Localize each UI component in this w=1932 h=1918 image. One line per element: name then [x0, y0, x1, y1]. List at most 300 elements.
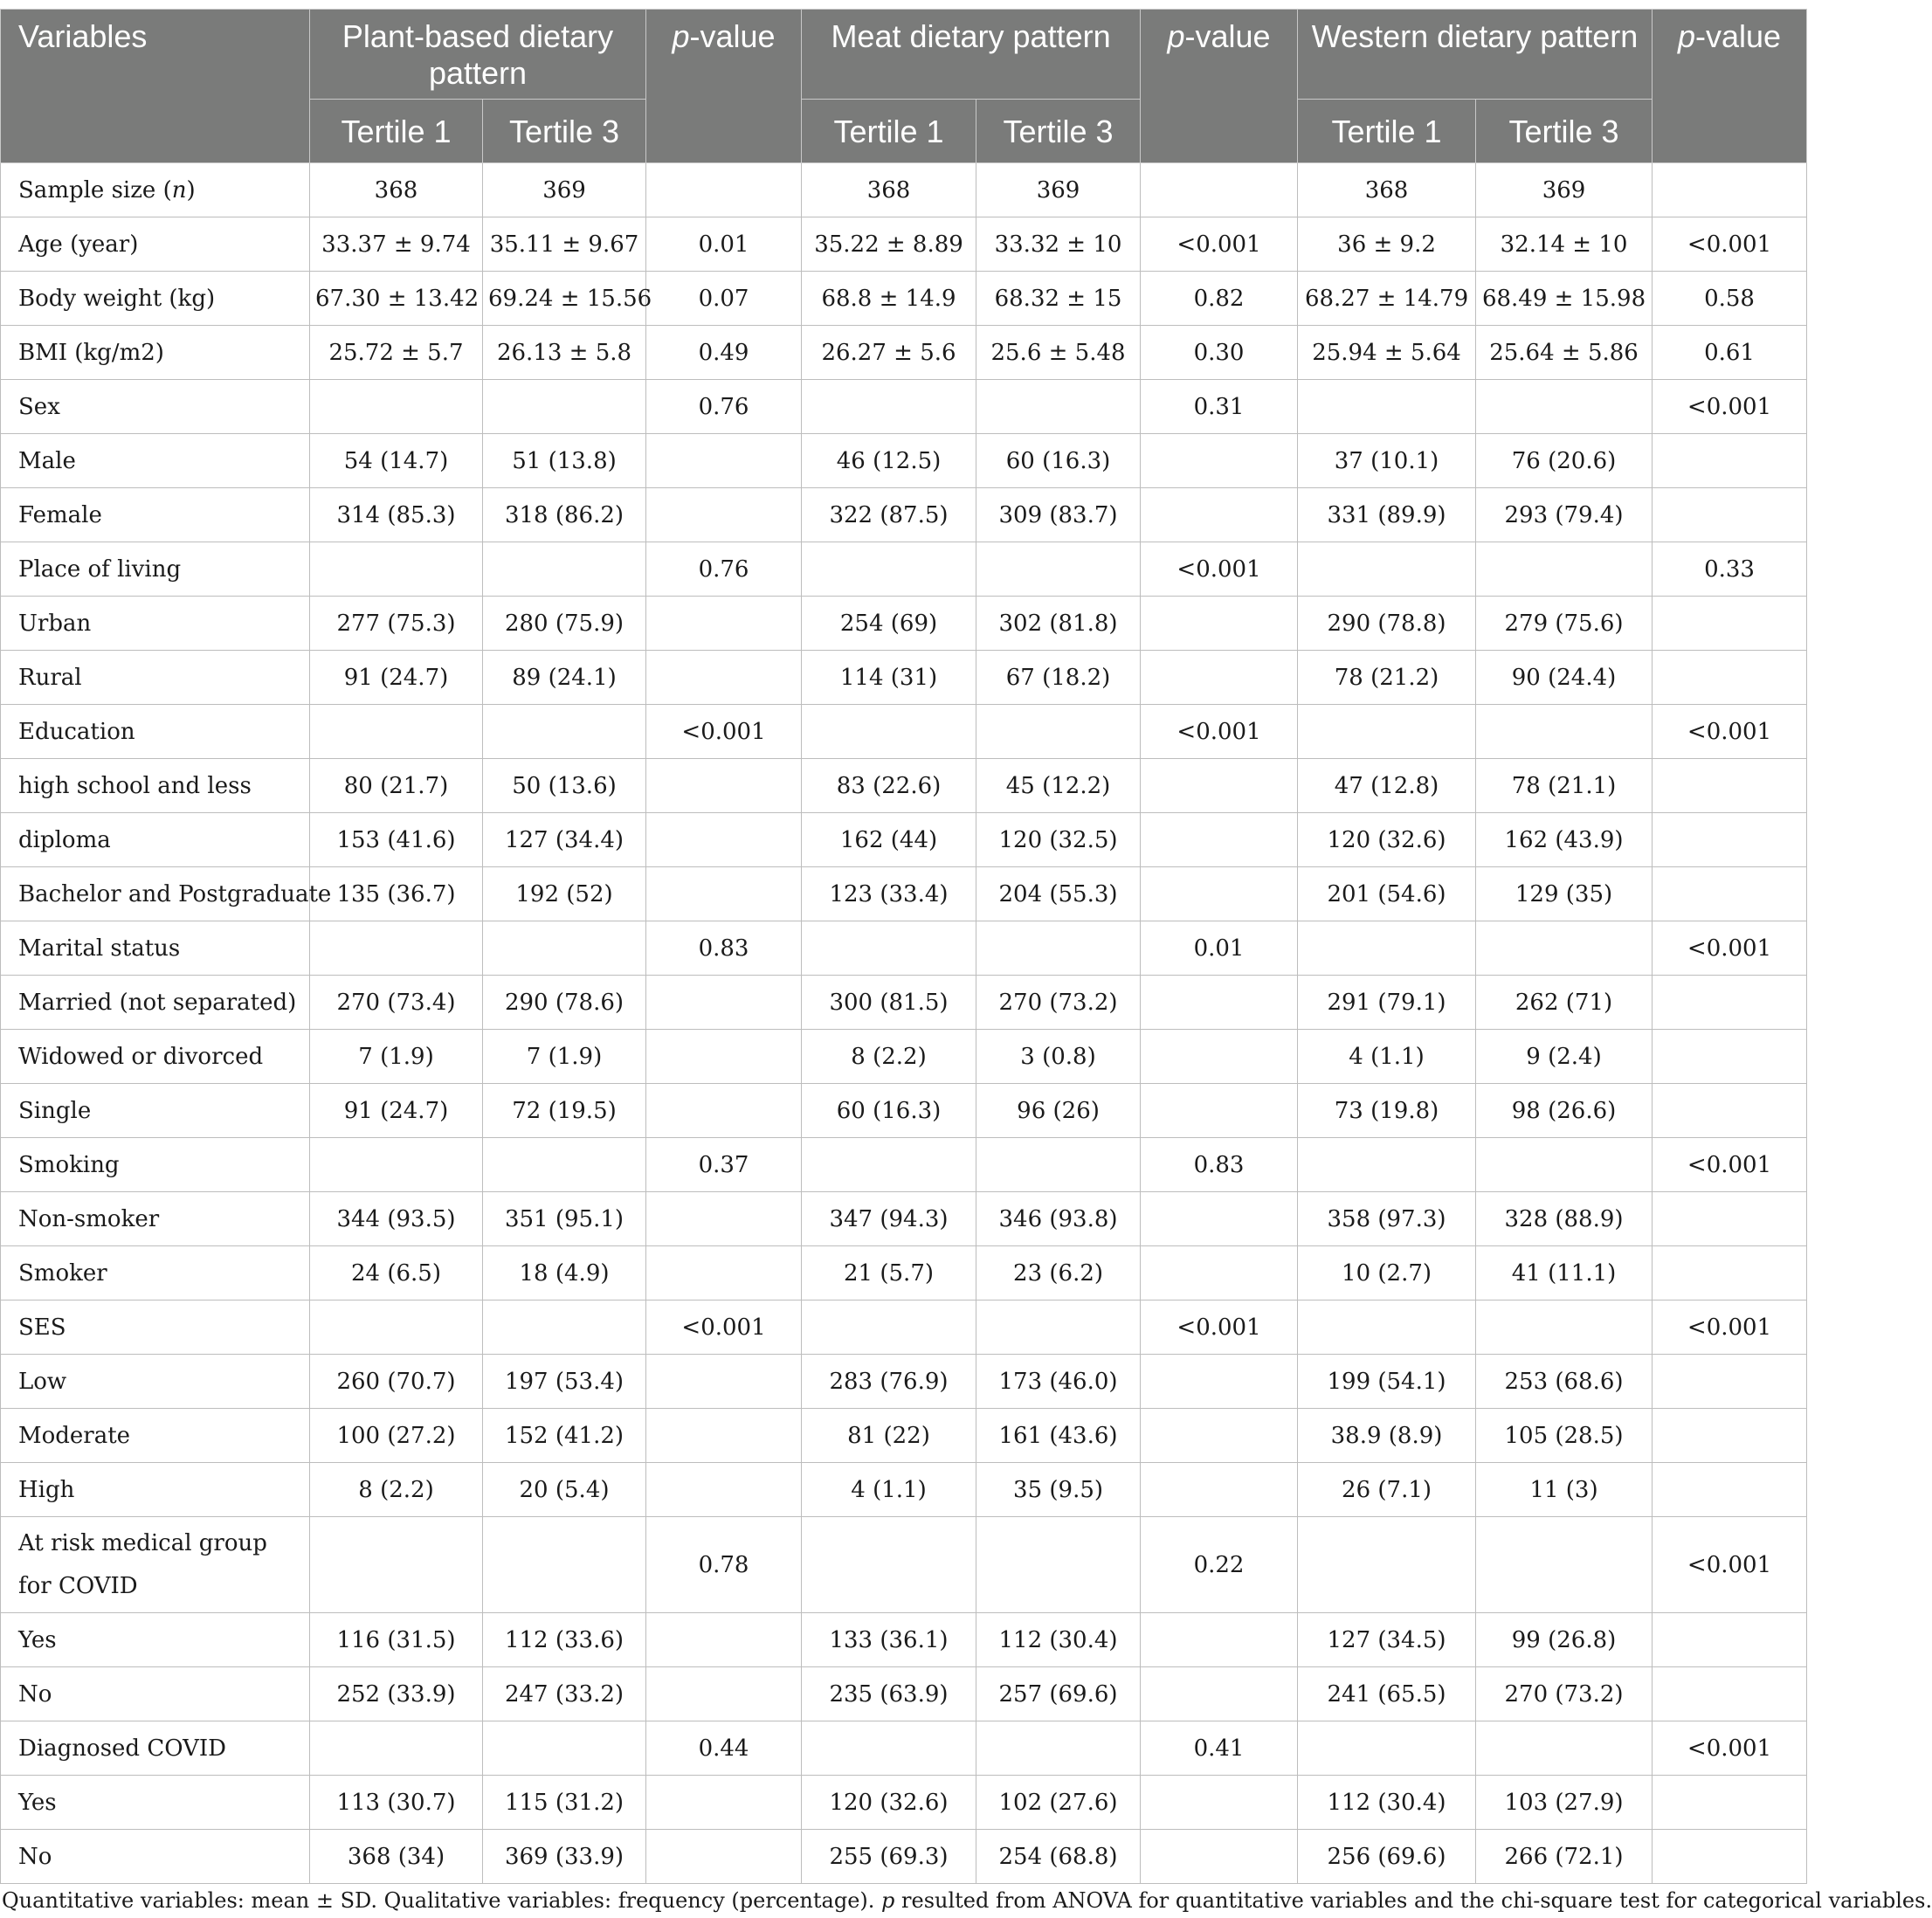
plant-tertile-1-cell [310, 705, 483, 759]
plant-p-value-cell [646, 759, 802, 813]
plant-tertile-3-cell: 280 (75.9) [483, 597, 646, 651]
row-label: Female [1, 488, 310, 542]
meat-p-value-cell [1141, 1192, 1298, 1246]
meat-p-value-cell: 0.01 [1141, 921, 1298, 976]
western-p-value-cell [1653, 976, 1807, 1030]
meat-p-value-cell: 0.30 [1141, 326, 1298, 380]
table-row [1, 1301, 1807, 1355]
meat-tertile-3-cell: 112 (30.4) [976, 1613, 1141, 1667]
row-label: Place of living [1, 542, 310, 597]
plant-p-value-cell: <0.001 [646, 1301, 802, 1355]
meat-tertile-3-cell [976, 705, 1141, 759]
plant-tertile-3-cell: 127 (34.4) [483, 813, 646, 867]
table-row [1, 1192, 1807, 1246]
plant-tertile-1-cell: 116 (31.5) [310, 1613, 483, 1667]
table-row [1, 1355, 1807, 1409]
plant-tertile-3-cell: 112 (33.6) [483, 1613, 646, 1667]
plant-tertile-1-cell: 100 (27.2) [310, 1409, 483, 1463]
plant-p-value-cell [646, 976, 802, 1030]
meat-tertile-3-cell: 3 (0.8) [976, 1030, 1141, 1084]
plant-tertile-1-cell: 91 (24.7) [310, 1084, 483, 1138]
table-row [1, 1830, 1807, 1884]
meat-tertile-1-cell: 162 (44) [802, 813, 976, 867]
plant-p-value-cell [646, 1830, 802, 1884]
meat-tertile-1-cell: 322 (87.5) [802, 488, 976, 542]
western-p-value-cell [1653, 597, 1807, 651]
meat-tertile-3-cell: 270 (73.2) [976, 976, 1141, 1030]
meat-tertile-3-cell: 102 (27.6) [976, 1776, 1141, 1830]
meat-tertile-3-cell: 173 (46.0) [976, 1355, 1141, 1409]
meat-p-value-cell [1141, 1613, 1298, 1667]
western-tertile-3-cell [1476, 1517, 1653, 1613]
western-tertile-1-cell: 36 ± 9.2 [1298, 217, 1476, 272]
western-tertile-3-cell: 328 (88.9) [1476, 1192, 1653, 1246]
western-p-value-cell: <0.001 [1653, 1517, 1807, 1613]
plant-p-value-cell: 0.44 [646, 1721, 802, 1776]
western-p-value-cell: <0.001 [1653, 1721, 1807, 1776]
meat-tertile-1-cell: 83 (22.6) [802, 759, 976, 813]
meat-tertile-1-cell: 255 (69.3) [802, 1830, 976, 1884]
plant-p-value-cell [646, 1463, 802, 1517]
row-label: Smoker [1, 1246, 310, 1301]
plant-p-value-cell [646, 1613, 802, 1667]
meat-p-value-cell [1141, 867, 1298, 921]
meat-tertile-3-cell: 254 (68.8) [976, 1830, 1141, 1884]
plant-p-value-cell [646, 1776, 802, 1830]
plant-tertile-1-cell: 67.30 ± 13.42 [310, 272, 483, 326]
plant-tertile-3-cell: 89 (24.1) [483, 651, 646, 705]
western-p-value-cell: <0.001 [1653, 217, 1807, 272]
table-row [1, 1667, 1807, 1721]
western-tertile-1-cell [1298, 1301, 1476, 1355]
plant-tertile-1-cell: 368 [310, 163, 483, 217]
meat-p-value-cell: <0.001 [1141, 542, 1298, 597]
western-p-value-cell: 0.33 [1653, 542, 1807, 597]
western-tertile-3-cell: 270 (73.2) [1476, 1667, 1653, 1721]
western-tertile-3-cell: 105 (28.5) [1476, 1409, 1653, 1463]
plant-p-value-cell [646, 488, 802, 542]
row-label: Sex [1, 380, 310, 434]
meat-tertile-3-cell: 309 (83.7) [976, 488, 1141, 542]
plant-tertile-3-cell [483, 705, 646, 759]
plant-tertile-1-cell: 252 (33.9) [310, 1667, 483, 1721]
western-p-value-cell [1653, 1613, 1807, 1667]
table-row [1, 976, 1807, 1030]
plant-tertile-1-cell [310, 921, 483, 976]
meat-p-value-cell: <0.001 [1141, 217, 1298, 272]
meat-p-value-cell [1141, 1463, 1298, 1517]
plant-tertile-1-cell [310, 1721, 483, 1776]
meat-tertile-1-cell [802, 921, 976, 976]
plant-tertile-3-cell: 69.24 ± 15.56 [483, 272, 646, 326]
variables-header: Variables [1, 10, 310, 163]
meat-p-value-cell [1141, 1830, 1298, 1884]
meat-tertile-3-cell [976, 1301, 1141, 1355]
table-row [1, 1721, 1807, 1776]
plant-tertile-3-cell [483, 1721, 646, 1776]
meat-tertile-3-cell: 96 (26) [976, 1084, 1141, 1138]
plant-tertile-3-cell: 369 (33.9) [483, 1830, 646, 1884]
meat-tertile-3-cell: 67 (18.2) [976, 651, 1141, 705]
plant-tertile-1-cell [310, 1301, 483, 1355]
plant-tertile-3-cell: 26.13 ± 5.8 [483, 326, 646, 380]
western-tertile-3-cell: 266 (72.1) [1476, 1830, 1653, 1884]
plant-p-value-cell [646, 867, 802, 921]
western-p-value-cell [1653, 1463, 1807, 1517]
western-tertile-3-cell [1476, 1721, 1653, 1776]
western-p-value-cell [1653, 1192, 1807, 1246]
plant-tertile-3-cell: 18 (4.9) [483, 1246, 646, 1301]
plant-tertile-3-cell: 50 (13.6) [483, 759, 646, 813]
row-label: High [1, 1463, 310, 1517]
western-p-value-cell [1653, 434, 1807, 488]
western-p-value-cell: <0.001 [1653, 1301, 1807, 1355]
plant-p-value-cell: 0.49 [646, 326, 802, 380]
meat-tertile-1-cell: 60 (16.3) [802, 1084, 976, 1138]
meat-tertile-1-cell: 68.8 ± 14.9 [802, 272, 976, 326]
western-tertile-1-cell: 291 (79.1) [1298, 976, 1476, 1030]
western-tertile-1-cell [1298, 1721, 1476, 1776]
meat-tertile-1-cell [802, 705, 976, 759]
plant-p-value-cell [646, 1355, 802, 1409]
western-tertile-3-cell: 253 (68.6) [1476, 1355, 1653, 1409]
western-p-value-cell [1653, 163, 1807, 217]
meat-p-value-cell [1141, 813, 1298, 867]
western-p-value-cell: <0.001 [1653, 705, 1807, 759]
plant-p-value-cell: 0.01 [646, 217, 802, 272]
plant-p-value-cell: 0.07 [646, 272, 802, 326]
western-tertile-1-cell: 26 (7.1) [1298, 1463, 1476, 1517]
meat-tertile-1-cell: 368 [802, 163, 976, 217]
western-tertile-1-cell: 120 (32.6) [1298, 813, 1476, 867]
meat-tertile-3-cell: 302 (81.8) [976, 597, 1141, 651]
table-row [1, 1463, 1807, 1517]
western-tertile-3-cell [1476, 1138, 1653, 1192]
meat-tertile-1-cell: 347 (94.3) [802, 1192, 976, 1246]
plant-tertile-1-cell: 260 (70.7) [310, 1355, 483, 1409]
western-tertile-3-cell: 369 [1476, 163, 1653, 217]
western-p-value-cell [1653, 867, 1807, 921]
western-tertile-3-cell [1476, 705, 1653, 759]
plant-tertile-1-cell: 113 (30.7) [310, 1776, 483, 1830]
western-tertile-1-cell [1298, 705, 1476, 759]
western-tertile-1-cell: 4 (1.1) [1298, 1030, 1476, 1084]
western-p-value-cell [1653, 1409, 1807, 1463]
tertile-1-header: Tertile 1 [310, 100, 483, 163]
plant-tertile-1-cell: 277 (75.3) [310, 597, 483, 651]
row-label: Bachelor and Postgraduate [1, 867, 310, 921]
plant-tertile-1-cell: 7 (1.9) [310, 1030, 483, 1084]
row-label: Rural [1, 651, 310, 705]
meat-tertile-3-cell [976, 921, 1141, 976]
plant-tertile-1-cell: 314 (85.3) [310, 488, 483, 542]
meat-tertile-1-cell [802, 380, 976, 434]
plant-tertile-3-cell: 369 [483, 163, 646, 217]
meat-tertile-1-cell: 254 (69) [802, 597, 976, 651]
meat-tertile-1-cell: 300 (81.5) [802, 976, 976, 1030]
table-row [1, 759, 1807, 813]
p-value-header: p-value [1653, 10, 1807, 163]
meat-tertile-3-cell [976, 380, 1141, 434]
table-row [1, 1776, 1807, 1830]
meat-pattern-header: Meat dietary pattern [802, 10, 1141, 100]
tertile-3-header: Tertile 3 [1476, 100, 1653, 163]
western-tertile-3-cell: 98 (26.6) [1476, 1084, 1653, 1138]
plant-p-value-cell [646, 1030, 802, 1084]
plant-tertile-3-cell: 72 (19.5) [483, 1084, 646, 1138]
meat-p-value-cell [1141, 976, 1298, 1030]
table-row [1, 217, 1807, 272]
table-row [1, 1138, 1807, 1192]
plant-p-value-cell [646, 1409, 802, 1463]
western-p-value-cell [1653, 1830, 1807, 1884]
western-tertile-1-cell: 199 (54.1) [1298, 1355, 1476, 1409]
row-label: Single [1, 1084, 310, 1138]
meat-tertile-1-cell: 46 (12.5) [802, 434, 976, 488]
plant-p-value-cell [646, 1084, 802, 1138]
meat-p-value-cell [1141, 1030, 1298, 1084]
plant-tertile-1-cell: 135 (36.7) [310, 867, 483, 921]
meat-p-value-cell [1141, 1246, 1298, 1301]
meat-p-value-cell [1141, 759, 1298, 813]
table-body [1, 163, 1807, 1884]
western-tertile-3-cell: 99 (26.8) [1476, 1613, 1653, 1667]
plant-tertile-3-cell: 20 (5.4) [483, 1463, 646, 1517]
meat-tertile-3-cell: 369 [976, 163, 1141, 217]
western-tertile-1-cell: 358 (97.3) [1298, 1192, 1476, 1246]
western-tertile-3-cell: 78 (21.1) [1476, 759, 1653, 813]
plant-tertile-3-cell: 192 (52) [483, 867, 646, 921]
western-tertile-3-cell [1476, 921, 1653, 976]
western-tertile-1-cell: 368 [1298, 163, 1476, 217]
western-p-value-cell: <0.001 [1653, 921, 1807, 976]
plant-p-value-cell [646, 813, 802, 867]
plant-p-value-cell [646, 434, 802, 488]
plant-p-value-cell [646, 597, 802, 651]
western-tertile-3-cell: 129 (35) [1476, 867, 1653, 921]
western-tertile-1-cell [1298, 921, 1476, 976]
meat-tertile-1-cell: 123 (33.4) [802, 867, 976, 921]
meat-tertile-3-cell: 60 (16.3) [976, 434, 1141, 488]
meat-tertile-1-cell [802, 1301, 976, 1355]
western-p-value-cell [1653, 1776, 1807, 1830]
western-tertile-1-cell: 47 (12.8) [1298, 759, 1476, 813]
plant-p-value-cell [646, 163, 802, 217]
meat-p-value-cell: 0.83 [1141, 1138, 1298, 1192]
table-row [1, 272, 1807, 326]
table-row [1, 597, 1807, 651]
row-label: Body weight (kg) [1, 272, 310, 326]
plant-p-value-cell: 0.76 [646, 542, 802, 597]
table-row [1, 1084, 1807, 1138]
western-p-value-cell: <0.001 [1653, 380, 1807, 434]
western-tertile-1-cell [1298, 542, 1476, 597]
western-tertile-1-cell: 38.9 (8.9) [1298, 1409, 1476, 1463]
plant-p-value-cell: <0.001 [646, 705, 802, 759]
plant-tertile-3-cell: 115 (31.2) [483, 1776, 646, 1830]
meat-tertile-3-cell [976, 1138, 1141, 1192]
plant-tertile-1-cell: 153 (41.6) [310, 813, 483, 867]
meat-p-value-cell [1141, 1355, 1298, 1409]
plant-tertile-1-cell: 344 (93.5) [310, 1192, 483, 1246]
row-label: Widowed or divorced [1, 1030, 310, 1084]
western-tertile-1-cell: 73 (19.8) [1298, 1084, 1476, 1138]
western-tertile-1-cell: 68.27 ± 14.79 [1298, 272, 1476, 326]
meat-tertile-3-cell: 45 (12.2) [976, 759, 1141, 813]
western-tertile-3-cell: 90 (24.4) [1476, 651, 1653, 705]
row-label: Education [1, 705, 310, 759]
plant-tertile-1-cell [310, 380, 483, 434]
meat-tertile-1-cell: 8 (2.2) [802, 1030, 976, 1084]
western-p-value-cell: 0.61 [1653, 326, 1807, 380]
meat-p-value-cell: 0.41 [1141, 1721, 1298, 1776]
row-label: SES [1, 1301, 310, 1355]
table-row [1, 813, 1807, 867]
western-pattern-header: Western dietary pattern [1298, 10, 1653, 100]
western-tertile-1-cell: 290 (78.8) [1298, 597, 1476, 651]
western-tertile-3-cell: 25.64 ± 5.86 [1476, 326, 1653, 380]
row-label: Married (not separated) [1, 976, 310, 1030]
meat-tertile-1-cell: 35.22 ± 8.89 [802, 217, 976, 272]
plant-tertile-3-cell: 152 (41.2) [483, 1409, 646, 1463]
meat-tertile-1-cell: 4 (1.1) [802, 1463, 976, 1517]
plant-p-value-cell: 0.37 [646, 1138, 802, 1192]
row-label: Yes [1, 1613, 310, 1667]
plant-p-value-cell [646, 651, 802, 705]
table-row [1, 542, 1807, 597]
table-row [1, 651, 1807, 705]
western-tertile-3-cell: 32.14 ± 10 [1476, 217, 1653, 272]
table-row [1, 1030, 1807, 1084]
western-tertile-3-cell: 293 (79.4) [1476, 488, 1653, 542]
tertile-1-header: Tertile 1 [1298, 100, 1476, 163]
meat-p-value-cell [1141, 651, 1298, 705]
western-tertile-3-cell [1476, 380, 1653, 434]
plant-tertile-3-cell: 7 (1.9) [483, 1030, 646, 1084]
meat-tertile-3-cell [976, 542, 1141, 597]
meat-tertile-1-cell: 81 (22) [802, 1409, 976, 1463]
meat-p-value-cell [1141, 1409, 1298, 1463]
plant-tertile-1-cell: 8 (2.2) [310, 1463, 483, 1517]
western-p-value-cell [1653, 488, 1807, 542]
western-tertile-1-cell: 201 (54.6) [1298, 867, 1476, 921]
western-p-value-cell: 0.58 [1653, 272, 1807, 326]
western-tertile-1-cell: 241 (65.5) [1298, 1667, 1476, 1721]
plant-tertile-1-cell: 80 (21.7) [310, 759, 483, 813]
western-tertile-1-cell: 112 (30.4) [1298, 1776, 1476, 1830]
western-tertile-1-cell: 331 (89.9) [1298, 488, 1476, 542]
meat-p-value-cell: <0.001 [1141, 705, 1298, 759]
table-row [1, 380, 1807, 434]
meat-p-value-cell [1141, 1084, 1298, 1138]
meat-tertile-1-cell: 283 (76.9) [802, 1355, 976, 1409]
meat-p-value-cell [1141, 434, 1298, 488]
plant-based-pattern-header: Plant-based dietary pattern [310, 10, 646, 100]
row-label: Male [1, 434, 310, 488]
plant-tertile-3-cell [483, 380, 646, 434]
western-tertile-3-cell: 9 (2.4) [1476, 1030, 1653, 1084]
western-tertile-3-cell: 279 (75.6) [1476, 597, 1653, 651]
row-label: diploma [1, 813, 310, 867]
meat-tertile-3-cell: 257 (69.6) [976, 1667, 1141, 1721]
meat-p-value-cell: 0.22 [1141, 1517, 1298, 1613]
western-tertile-3-cell: 262 (71) [1476, 976, 1653, 1030]
tertile-1-header: Tertile 1 [802, 100, 976, 163]
row-label: high school and less [1, 759, 310, 813]
plant-tertile-3-cell [483, 921, 646, 976]
western-tertile-1-cell [1298, 380, 1476, 434]
row-label: Marital status [1, 921, 310, 976]
table-row [1, 867, 1807, 921]
row-label: No [1, 1667, 310, 1721]
plant-tertile-1-cell: 368 (34) [310, 1830, 483, 1884]
plant-p-value-cell [646, 1192, 802, 1246]
meat-tertile-1-cell: 235 (63.9) [802, 1667, 976, 1721]
western-tertile-3-cell: 103 (27.9) [1476, 1776, 1653, 1830]
western-p-value-cell [1653, 813, 1807, 867]
row-label: No [1, 1830, 310, 1884]
western-p-value-cell [1653, 651, 1807, 705]
western-tertile-1-cell: 37 (10.1) [1298, 434, 1476, 488]
table-row [1, 921, 1807, 976]
plant-p-value-cell: 0.83 [646, 921, 802, 976]
western-tertile-3-cell: 162 (43.9) [1476, 813, 1653, 867]
plant-tertile-3-cell: 318 (86.2) [483, 488, 646, 542]
table-row [1, 434, 1807, 488]
meat-tertile-1-cell [802, 1721, 976, 1776]
meat-tertile-1-cell: 120 (32.6) [802, 1776, 976, 1830]
header-row-top [1, 10, 1807, 100]
plant-tertile-1-cell: 33.37 ± 9.74 [310, 217, 483, 272]
meat-p-value-cell: 0.82 [1141, 272, 1298, 326]
plant-tertile-1-cell [310, 1138, 483, 1192]
meat-tertile-3-cell: 120 (32.5) [976, 813, 1141, 867]
meat-tertile-3-cell [976, 1721, 1141, 1776]
plant-tertile-3-cell [483, 542, 646, 597]
western-tertile-3-cell: 76 (20.6) [1476, 434, 1653, 488]
meat-tertile-3-cell: 35 (9.5) [976, 1463, 1141, 1517]
row-label: At risk medical group for COVID [1, 1517, 310, 1613]
western-p-value-cell [1653, 1667, 1807, 1721]
plant-tertile-1-cell: 54 (14.7) [310, 434, 483, 488]
plant-tertile-1-cell: 24 (6.5) [310, 1246, 483, 1301]
meat-tertile-1-cell: 133 (36.1) [802, 1613, 976, 1667]
p-value-header: p-value [1141, 10, 1298, 163]
meat-tertile-3-cell: 33.32 ± 10 [976, 217, 1141, 272]
meat-tertile-3-cell: 25.6 ± 5.48 [976, 326, 1141, 380]
western-p-value-cell [1653, 1030, 1807, 1084]
table-row [1, 1246, 1807, 1301]
meat-tertile-3-cell: 23 (6.2) [976, 1246, 1141, 1301]
western-tertile-3-cell: 41 (11.1) [1476, 1246, 1653, 1301]
plant-p-value-cell: 0.78 [646, 1517, 802, 1613]
plant-tertile-3-cell [483, 1138, 646, 1192]
plant-tertile-3-cell: 35.11 ± 9.67 [483, 217, 646, 272]
tertile-3-header: Tertile 3 [483, 100, 646, 163]
row-label: Non-smoker [1, 1192, 310, 1246]
meat-p-value-cell [1141, 488, 1298, 542]
western-p-value-cell [1653, 1084, 1807, 1138]
plant-tertile-1-cell: 91 (24.7) [310, 651, 483, 705]
row-label: Age (year) [1, 217, 310, 272]
western-tertile-3-cell [1476, 1301, 1653, 1355]
meat-p-value-cell [1141, 597, 1298, 651]
meat-tertile-1-cell: 21 (5.7) [802, 1246, 976, 1301]
row-label: Smoking [1, 1138, 310, 1192]
meat-tertile-3-cell [976, 1517, 1141, 1613]
plant-tertile-3-cell [483, 1517, 646, 1613]
meat-p-value-cell: <0.001 [1141, 1301, 1298, 1355]
